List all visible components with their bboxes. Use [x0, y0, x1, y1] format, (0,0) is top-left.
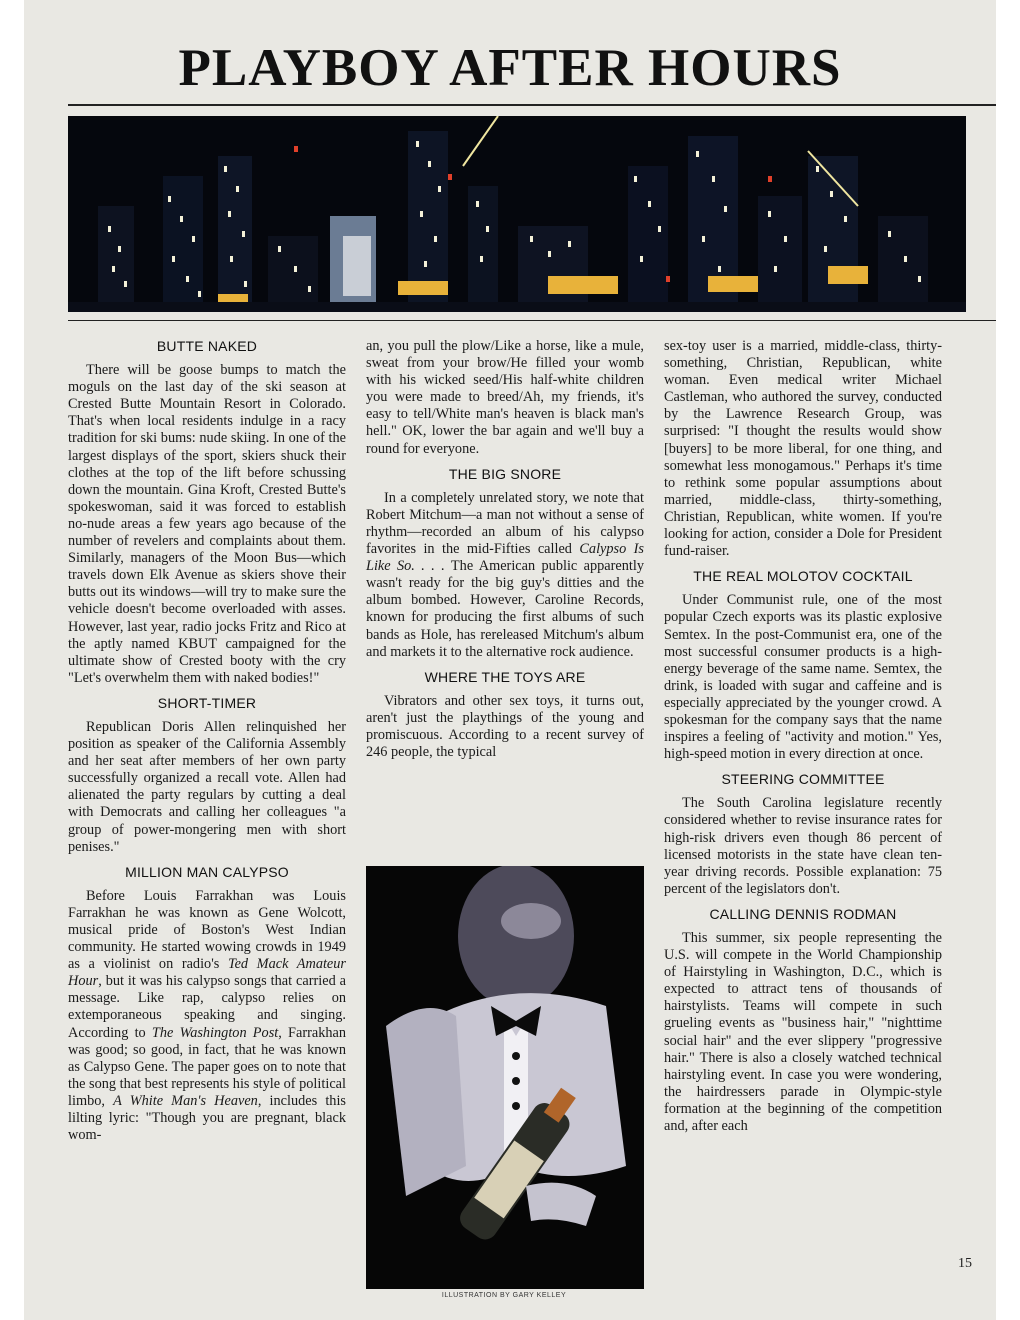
text-run: The American public apparently wasn't ready for the big guy's ditties and the album bombed. However, Caroline Records, known for producing the first albums of such bands as Hole, has rereleased Mitchum's album and markets it to the alternative rock audience.	[366, 558, 644, 660]
banner-rule	[68, 320, 996, 321]
text-run: , Farrakhan was good; so good, in fact, that he was known as Calypso Gene. The paper goes on to note that the song that best represents his style of political limbo,	[68, 1024, 346, 1109]
heading-calling-dennis-rodman: CALLING DENNIS RODMAN	[709, 905, 897, 922]
article-calling-dennis-rodman: This summer, six people representing the U.S. will compete in the World Championship of Hairstyling in Washington, D.C., which is expected to attract tens of thousands of hairstylists. Teams will compete in such grueling events as "business hair," "nighttime social hair" and the ever slippery "progressive hair." There is also a closely watched technical hairstyling event. In case you were wondering, the hairdressers parade in Olympic-style formation at the beginning of the competition and, after each	[664, 930, 942, 1135]
column-2	[366, 338, 644, 769]
heading-where-the-toys-are: WHERE THE TOYS ARE	[424, 668, 586, 685]
text-run: , includes this lilting lyric: "Though you are pregnant, black wom-	[68, 1092, 346, 1144]
article-real-molotov-cocktail: Under Communist rule, one of the most popular Czech exports was its plastic explosive Semtex. In the post-Communist era, one of the most successful consumer products is a high-energy beverage of the same name. Semtex, the drink, is loaded with sugar and caffeine and is especially appreciated by the younger crowd. A spokesman for the company says that the name inspires a feeling of "activity and motion." Yes, high-speed motion in every direction at once.	[664, 592, 942, 763]
masthead-rule	[68, 104, 996, 106]
text-run: Before Louis Farrakhan was Louis Farrakhan he was known as Gene Wolcott, musical pride of Boston's West Indian community. He started wowing crowds in 1949 as a violinist on radio's	[68, 887, 346, 973]
article-big-snore	[366, 490, 644, 661]
article-butte-naked: There will be goose bumps to match the moguls on the last day of the ski season at Crested Butte Mountain Resort in Colorado. That's when local residents indulge in a racy tradition for ski bums: nude skiing. In one of the largest displays of the sport, skiers shuck their clothes at the top of the lift before schussing down the mountain. Gina Kroft, Crested Butte's spokeswoman, said it was forced to establish no-nude areas a few years ago because of the number of revelers and complaints about them. Similarly, managers of the Moon Bus—which travels down Elk Avenue as skiers shove their butts out its windows—will try to make sure the vehicle doesn't become overloaded with asses. However, last year, radio jocks Fritz and Rico at the aptly named KBUT campaigned for the ultimate show of Crested booty with the cry "Let's overwhelm them with naked bodies!"	[68, 362, 346, 686]
illustration-credit: ILLUSTRATION BY GARY KELLEY	[441, 1292, 567, 1299]
heading-big-snore: THE BIG SNORE	[448, 465, 562, 482]
article-toys-continued: sex-toy user is a married, middle-class, thirty-something, Christian, Republican, white woman. Even medical writer Michael Castleman, who authored the survey, conducted by the Lawrence Research Group, was surprised: "I thought the results would show [buyers] to be more liberal, for one thing, and somewhat less monogamous." Perhaps it's time to rethink some popular assumptions about married, middle-class, thirty-something, Christian, Republican, white women. If you're looking for action, consider a Dole for President fund-raiser.	[664, 338, 942, 560]
text-run: In a completely unrelated story, we note that Robert Mitchum—a man not without a sense of rhythm—recorded an album of his calypso favorites in the mid-Fifties called	[366, 489, 644, 558]
column-3	[664, 338, 942, 1143]
heading-real-molotov-cocktail: THE REAL MOLOTOV COCKTAIL	[693, 568, 913, 585]
article-where-the-toys-are: Vibrators and other sex toys, it turns out, aren't just the playthings of the young and promiscuous. According to a recent survey of 246 people, the typical	[366, 692, 644, 761]
italic-title: The Washington Post	[151, 1024, 279, 1041]
heading-million-man-calypso: MILLION MAN CALYPSO	[125, 863, 289, 880]
tuxedo-man-illustration-icon	[366, 866, 644, 1289]
italic-title: A White Man's Heaven	[113, 1092, 258, 1109]
article-continued: an, you pull the plow/Like a horse, like a mule, sweat from your brow/He filled your womb with his wicked seed/His half-white children you were made to breed/Ah, my friends, it's easy to tell/White man's heaven is black man's hell." OK, lower the bar again and we'll buy a round for everyone.	[366, 338, 644, 457]
column-1	[68, 338, 346, 1152]
article-million-man-calypso	[68, 888, 346, 1144]
article-steering-committee: The South Carolina legislature recently considered whether to revise insurance rates for high-risk drivers even though 86 percent of licensed motorists in the state have clean ten-year driving records. Possible explanation: 75 percent of the legislators don't.	[664, 795, 942, 897]
magazine-page	[24, 0, 996, 1320]
italic-title: Ted Mack Amateur Hour	[68, 956, 346, 990]
heading-steering-committee: STEERING COMMITTEE	[721, 771, 885, 788]
text-run: , but it was his calypso songs that carried a message. Like rap, calypso relies on extemporaneous speaking and singing. According to	[68, 973, 346, 1041]
page-number: 15	[958, 1256, 972, 1271]
city-skyline-icon	[68, 116, 966, 312]
italic-title: Calypso Is Like So. . . .	[366, 541, 644, 575]
article-short-timer: Republican Doris Allen relinquished her position as speaker of the California Assembly and her seat after members of her own party successfully organized a recall vote. Allen had alienated the party regulars by cutting a deal with Democrats and calling her colleagues "a group of power-mongering men with short penises."	[68, 718, 346, 855]
masthead-title: PLAYBOY AFTER HOURS	[178, 39, 842, 97]
heading-short-timer: SHORT-TIMER	[157, 694, 257, 711]
heading-butte-naked: BUTTE NAKED	[156, 338, 258, 354]
